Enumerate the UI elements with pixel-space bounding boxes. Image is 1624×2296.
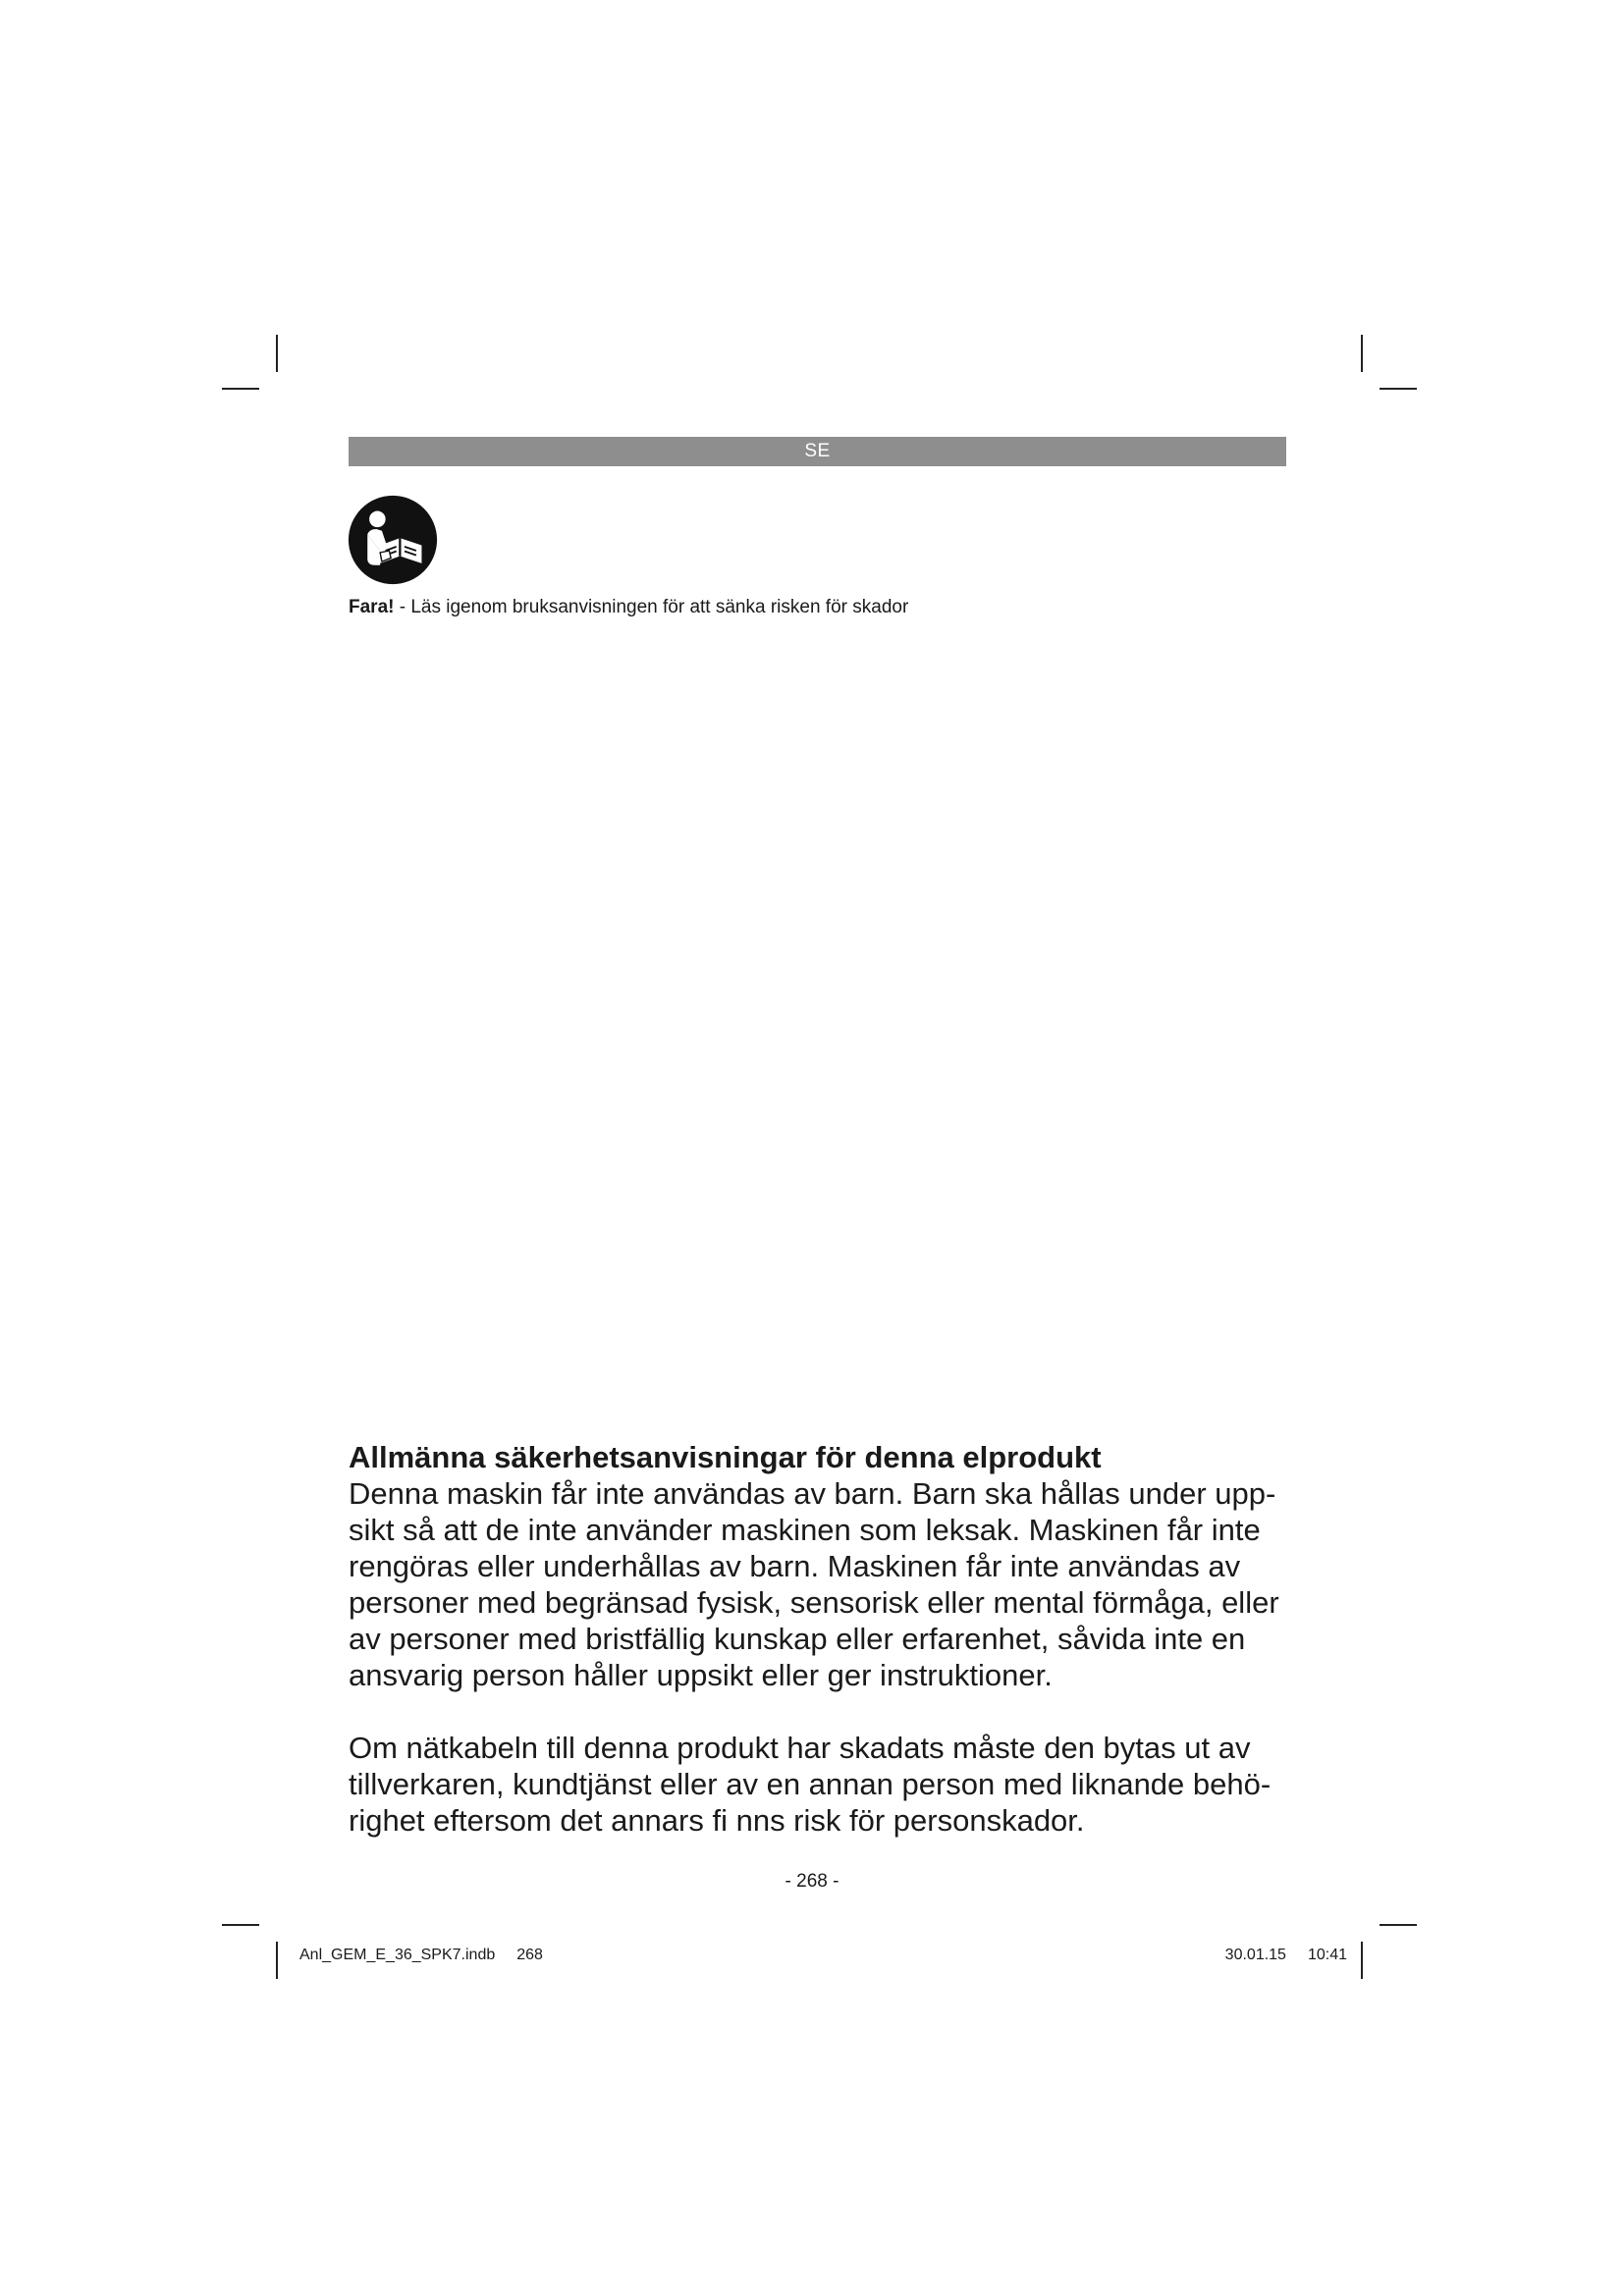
print-date: 30.01.15: [1224, 1947, 1286, 1963]
file-page: 268: [516, 1947, 543, 1963]
crop-mark: [276, 335, 278, 372]
warning-text: [349, 595, 908, 620]
warning-label: Fara!: [349, 597, 395, 617]
crop-mark: [1361, 335, 1363, 372]
file-name: Anl_GEM_E_36_SPK7.indb: [299, 1947, 496, 1963]
language-header-bar: [349, 437, 1286, 466]
crop-mark: [1380, 1924, 1417, 1926]
section-paragraph: Om nätkabeln till denna produkt har skadats måste den bytas ut av tillverkaren, kundtjänst eller av en annan person med liknande behö-righet eftersom det annars fi nns risk för personskador.: [349, 1731, 1272, 1838]
section-paragraph: Denna maskin får inte användas av barn. Barn ska hållas under upp-sikt så att de inte använder maskinen som leksak. Maskinen får inte rengöras eller underhållas av barn. Maskinen får inte användas av personer med begränsad fysisk, sensorisk eller mental förmåga, eller av personer med bristfällig kunskap eller erfarenhet, såvida inte en ansvarig person håller uppsikt eller ger instruktioner.: [349, 1476, 1279, 1692]
print-time: 10:41: [1307, 1947, 1347, 1963]
read-manual-icon: [348, 495, 438, 585]
crop-mark: [222, 388, 259, 390]
page-number: - 268 -: [785, 1871, 839, 1892]
crop-mark: [1380, 388, 1417, 390]
section-heading: Allmänna säkerhetsanvisningar för denna elprodukt: [349, 1440, 1102, 1474]
print-slug-file: [299, 1945, 543, 1966]
language-code: SE: [804, 441, 831, 461]
crop-mark: [276, 1942, 278, 1979]
safety-section: [349, 1439, 1291, 1839]
warning-message: - Läs igenom bruksanvisningen för att sänka risken för skador: [394, 597, 909, 617]
print-slug-date: [1225, 1945, 1347, 1966]
crop-mark: [1361, 1942, 1363, 1979]
crop-mark: [222, 1924, 259, 1926]
